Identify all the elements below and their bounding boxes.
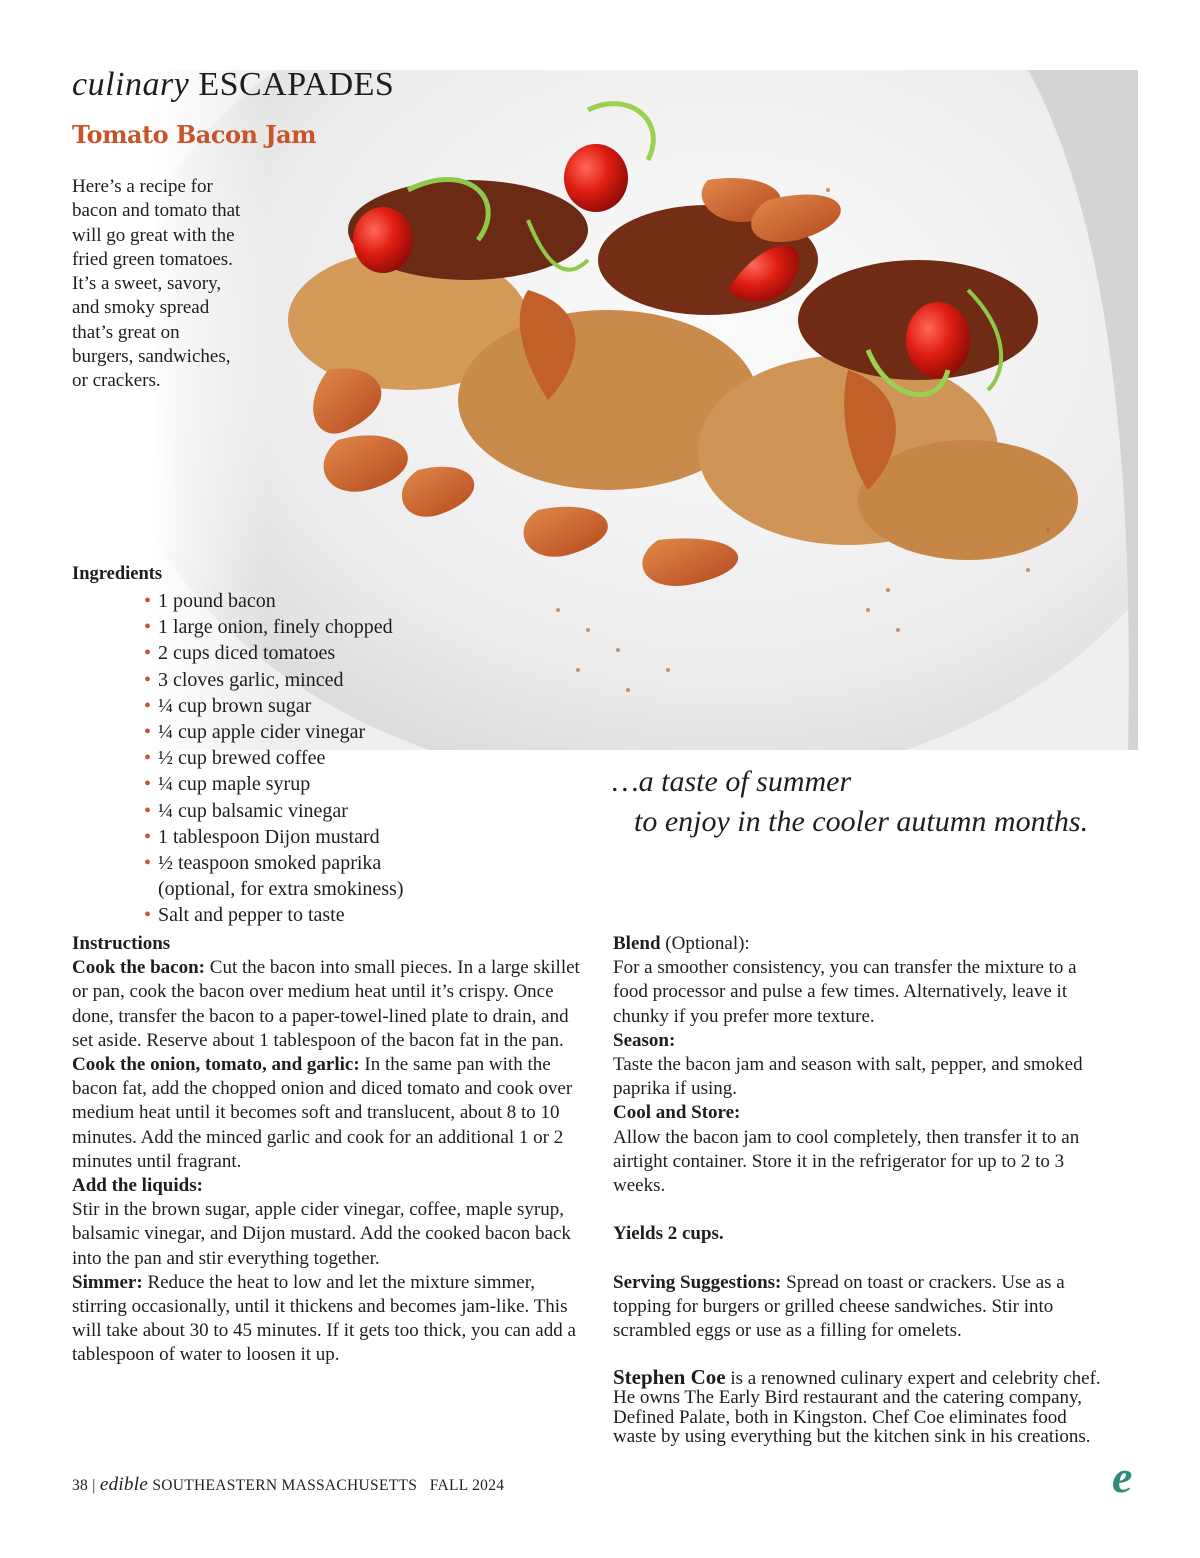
- edible-logo-icon: e: [1112, 1451, 1133, 1502]
- list-item-continuation: (optional, for extra smokiness): [158, 878, 404, 901]
- instructions-heading: Instructions: [72, 933, 171, 954]
- list-item: • 3 cloves garlic, minced: [146, 667, 404, 693]
- bullet-icon: •: [144, 668, 152, 691]
- step-cool-label: Cool and Store:: [613, 1102, 741, 1124]
- pull-quote-line-2: to enjoy in the cooler autumn months.: [634, 805, 1089, 838]
- recipe-title: Tomato Bacon Jam: [72, 120, 317, 149]
- section-title: [72, 66, 394, 104]
- bullet-icon: •: [144, 721, 152, 744]
- step-season-label: Season:: [613, 1029, 676, 1051]
- step-blend: For a smoother consistency, you can transfer the mixture to a food processor and pulse a few times. Alternatively, leave it chunky if you prefer more texture.: [613, 957, 1077, 1027]
- section-title-caps: ESCAPADES: [198, 66, 395, 103]
- right-column: [613, 932, 1113, 1447]
- list-item: • ¼ cup maple syrup: [146, 771, 404, 797]
- list-item: • 1 pound bacon: [146, 588, 404, 614]
- author-bio: Stephen Coe is a renowned culinary expert and celebrity chef. He owns The Early Bird restaurant and the catering company, Defined Palate, both in Kingston. Chef Coe eliminates food waste by using everything but the kitchen sink in his creations.: [613, 1364, 1101, 1448]
- list-item: • ¼ cup brown sugar: [146, 693, 404, 719]
- list-item: • ½ cup brewed coffee: [146, 745, 404, 771]
- section-title-italic: culinary: [72, 66, 190, 103]
- footer-separator: |: [92, 1477, 96, 1494]
- bullet-icon: •: [144, 773, 152, 796]
- ingredients-list: [146, 588, 404, 929]
- step-cool: Allow the bacon jam to cool completely, then transfer it to an airtight container. Store it in the refrigerator for up to 2 to 3 weeks.: [613, 1126, 1080, 1197]
- bullet-icon: •: [144, 904, 152, 927]
- list-item: • Salt and pepper to taste: [146, 902, 404, 928]
- list-item: • ½ teaspoon smoked paprika: [146, 850, 404, 876]
- instructions-column: [72, 932, 582, 1368]
- bullet-icon: •: [144, 694, 152, 717]
- step-add-liquids: Stir in the brown sugar, apple cider vinegar, coffee, maple syrup, balsamic vinegar, and Dijon mustard. Add the cooked bacon back into the pan and stir everything together.: [72, 1199, 571, 1269]
- step-add-liquids-label: Add the liquids:: [72, 1175, 203, 1197]
- step-simmer: Simmer: Reduce the heat to low and let the mixture simmer, stirring occasionally, until it thickens and becomes jam-like. This will take about 30 to 45 minutes. If it gets too thick, you can add a tablespoon of water to loosen it up.: [72, 1271, 576, 1366]
- step-cook-onion: Cook the onion, tomato, and garlic: In the same pan with the bacon fat, add the chopped onion and diced tomato and cook over medium heat until it becomes soft and translucent, about 8 to 10 minutes. Add the minced garlic and cook for an additional 1 or 2 minutes until fragrant.: [72, 1054, 573, 1172]
- step-cook-bacon: Cook the bacon: Cut the bacon into small pieces. In a large skillet or pan, cook the bacon over medium heat until it’s crispy. Once done, transfer the bacon to a paper-towel-lined plate to drain, and set aside. Reserve about 1 tablespoon of the bacon fat in the pan.: [72, 957, 580, 1051]
- page-footer: [72, 1474, 504, 1496]
- issue-date: FALL 2024: [429, 1477, 505, 1494]
- ingredients-heading: Ingredients: [72, 564, 163, 584]
- intro-paragraph: Here’s a recipe for bacon and tomato that will go great with the fried green tomatoes. It’s a sweet, savory, and smoky spread that’s great on burgers, sandwiches, or crackers.: [72, 176, 241, 392]
- list-item: • 2 cups diced tomatoes: [146, 640, 404, 666]
- bullet-icon: •: [144, 747, 152, 770]
- bullet-icon: •: [144, 799, 152, 822]
- bullet-icon: •: [144, 616, 152, 639]
- bullet-icon: •: [144, 852, 152, 875]
- step-season: Taste the bacon jam and season with salt, pepper, and smoked paprika if using.: [613, 1054, 1083, 1100]
- magazine-name: edible: [99, 1474, 149, 1495]
- list-item: • ¼ cup balsamic vinegar: [146, 798, 404, 824]
- bullet-icon: •: [144, 590, 152, 612]
- magazine-region: SOUTHEASTERN MASSACHUSETTS: [152, 1477, 418, 1494]
- list-item: • 1 large onion, finely chopped: [146, 614, 404, 640]
- step-blend-label: Blend (Optional):: [613, 933, 750, 954]
- list-item: • ¼ cup apple cider vinegar: [146, 719, 404, 745]
- serving-suggestions: Serving Suggestions: Spread on toast or crackers. Use as a topping for burgers or grilled cheese sandwiches. Stir into scrambled eggs or use as a filling for omelets.: [613, 1271, 1065, 1342]
- author-name: Stephen Coe: [613, 1364, 726, 1389]
- pull-quote: [612, 762, 1088, 842]
- yields: Yields 2 cups.: [613, 1223, 724, 1245]
- bullet-icon: •: [144, 642, 152, 665]
- page-number: 38: [72, 1477, 89, 1494]
- list-item: • 1 tablespoon Dijon mustard: [146, 824, 404, 850]
- pull-quote-line-1: …a taste of summer: [612, 765, 852, 798]
- bullet-icon: •: [144, 825, 152, 848]
